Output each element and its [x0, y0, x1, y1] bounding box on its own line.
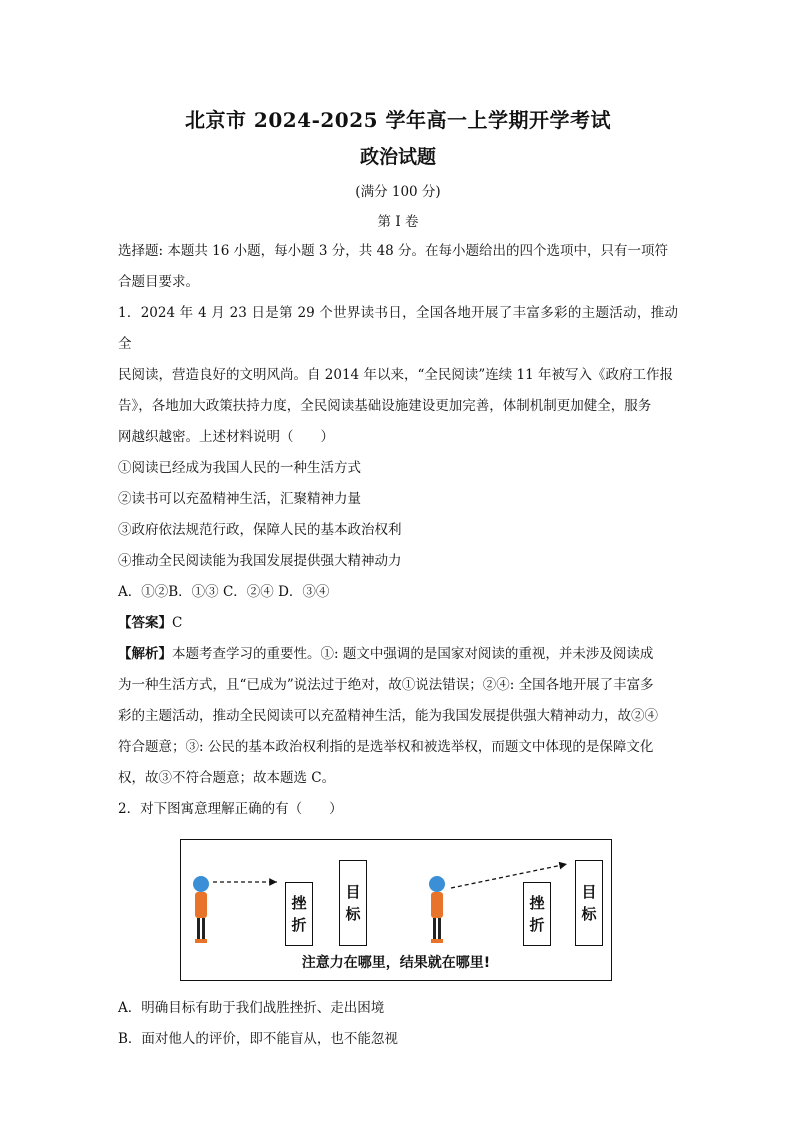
- q2-option-a: A．明确目标有助于我们战胜挫折、走出困境: [118, 1000, 385, 1016]
- q1-stem-line: 1．2024 年 4 月 23 日是第 29 个世界读书日，全国各地开展了丰富多彩的主题活动，推动全: [118, 305, 678, 352]
- q1-statement: ①阅读已经成为我国人民的一种生活方式: [118, 460, 361, 476]
- q1-stem-line: 告》，各地加大政策扶持力度，全民阅读基础设施建设更加完善，体制机制更加健全，服务: [118, 398, 652, 414]
- q1-analysis-line: 彩的主题活动，推动全民阅读可以充盈精神生活，能为我国发展提供强大精神动力，故②④: [118, 708, 658, 724]
- obstacle-char: 折: [529, 916, 545, 934]
- full-score: (满分 100 分): [355, 184, 441, 200]
- exam-page: [118, 98, 678, 1055]
- subject-title: 政治试题: [359, 146, 436, 168]
- q1-stem-line: 民阅读，营造良好的文明风尚。自 2014 年以来，“全民阅读”连续 11 年被写入《政府工作报: [118, 367, 674, 383]
- goal-box-right: [575, 860, 603, 946]
- obstacle-char: 折: [291, 916, 307, 934]
- q1-statement: ④推动全民阅读能为我国发展提供强大精神动力: [118, 553, 402, 569]
- q1-statement: ③政府依法规范行政，保障人民的基本政治权利: [118, 522, 402, 538]
- analysis-text: 本题考查学习的重要性。①: 题文中强调的是国家对阅读的重视，并未涉及阅读成: [172, 646, 654, 662]
- goal-box-left: [339, 860, 367, 946]
- person-left-icon: [193, 876, 209, 943]
- q2-stem: 2．对下图寓意理解正确的有（ ）: [118, 801, 343, 817]
- q1-analysis-line: 权，故③不符合题意；故本题选 C。: [118, 770, 336, 786]
- obstacle-box-right: [523, 882, 551, 946]
- exam-title: 北京市 2024-2025 学年高一上学期开学考试: [184, 108, 612, 132]
- volume-label: 第 I 卷: [377, 214, 419, 230]
- q1-answer: [118, 608, 678, 639]
- instructions-line-1: 选择题: 本题共 16 小题，每小题 3 分，共 48 分。在每小题给出的四个选项中，只有一项符: [118, 243, 669, 259]
- cartoon-figure: [180, 839, 612, 981]
- question-2: [118, 794, 678, 1055]
- answer-value: C: [172, 615, 183, 631]
- figure-caption: 注意力在哪里，结果就在哪里!: [301, 955, 491, 971]
- answer-label: 【答案】: [118, 615, 172, 631]
- goal-char: 标: [345, 905, 361, 923]
- goal-char: 目: [581, 883, 597, 901]
- q2-option-b: B．面对他人的评价，即不能盲从，也不能忽视: [118, 1031, 398, 1047]
- obstacle-char: 挫: [291, 894, 307, 912]
- analysis-label: 【解析】: [118, 646, 172, 662]
- obstacle-box-left: [285, 882, 313, 946]
- instructions-line-2: 合题目要求。: [118, 274, 199, 290]
- person-right-icon: [429, 876, 445, 943]
- q1-statement: ②读书可以充盈精神生活，汇聚精神力量: [118, 491, 361, 507]
- q1-stem-line: 网越织越密。上述材料说明（ ）: [118, 429, 334, 445]
- q1-analysis-line: [118, 639, 678, 670]
- goal-char: 标: [581, 905, 597, 923]
- q1-analysis-line: 符合题意；③: 公民的基本政治权利指的是选举权和被选举权，而题文中体现的是保障文化: [118, 739, 654, 755]
- question-1: [118, 298, 678, 794]
- obstacle-char: 挫: [529, 894, 545, 912]
- q1-options: A．①②B．①③ C．②④ D．③④: [118, 584, 330, 600]
- q1-analysis-line: 为一种生活方式，且“已成为”说法过于绝对，故①说法错误；②④: 全国各地开展了丰富多: [118, 677, 654, 693]
- goal-char: 目: [345, 883, 361, 901]
